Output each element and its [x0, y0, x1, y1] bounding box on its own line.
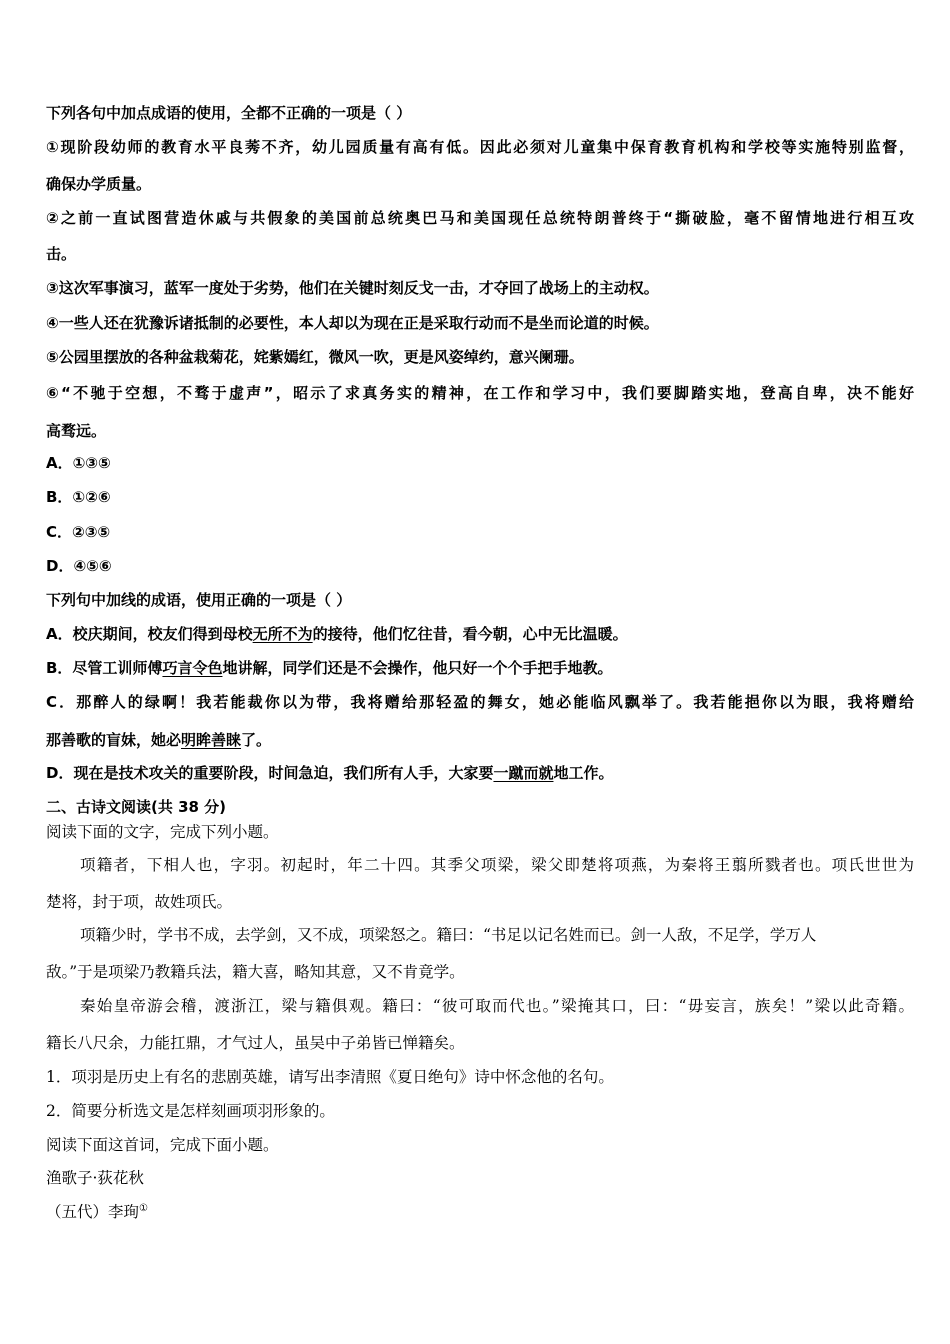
q1-sentence-5: ⑤公园里摆放的各种盆栽菊花，姹紫嫣红，微风一吹，更是风姿绰约，意兴阑珊。 [46, 348, 584, 366]
q2-option-c-cont [46, 730, 914, 750]
q2-option-c: C．那醉人的绿啊！我若能裁你以为带，我将赠给那轻盈的舞女，她必能临风飘举了。我若能挹你以为眼，我将赠给 [46, 693, 914, 711]
q2-option-d-text-end: 地工作。 [553, 764, 614, 782]
sub-question-2: 2．简要分析选文是怎样刻画项羽形象的。 [46, 1102, 335, 1120]
q1-option-c: C．②③⑤ [46, 523, 111, 541]
q1-option-b: B．①②⑥ [46, 488, 111, 506]
q1-sentence-2: ②之前一直试图营造休戚与共假象的美国前总统奥巴马和美国现任总统特朗普终于“撕破脸，毫不留情地进行相互攻 [46, 209, 914, 227]
q1-sentence-3: ③这次军事演习，蓝军一度处于劣势，他们在关键时刻反戈一击，才夺回了战场上的主动权。 [46, 279, 659, 297]
reading-instruction: 阅读下面的文字，完成下列小题。 [46, 823, 279, 841]
q2-option-a [46, 624, 914, 644]
q1-sentence-6: ⑥“不驰于空想，不骛于虚声”，昭示了求真务实的精神，在工作和学习中，我们要脚踏实地，登高自卑，决不能好 [46, 384, 914, 402]
q2-option-c-idiom: 明眸善睐 [181, 731, 242, 749]
q1-sentence-6-cont: 高骛远。 [46, 422, 107, 440]
q2-option-b-text: B．尽管工训师傅 [46, 659, 163, 677]
q2-option-a-text-end: 的接待，他们忆往昔，看今朝，心中无比温暖。 [312, 625, 628, 643]
q2-option-d [46, 763, 914, 783]
q1-stem: 下列各句中加点成语的使用，全都不正确的一项是（ ） [46, 104, 412, 122]
q2-stem: 下列句中加线的成语，使用正确的一项是（ ） [46, 591, 352, 609]
q1-sentence-4: ④一些人还在犹豫诉诸抵制的必要性，本人却以为现在正是采取行动而不是坐而论道的时候。 [46, 314, 659, 332]
q2-option-c-text: 那善歌的盲妹，她必 [46, 731, 182, 749]
q1-sentence-1-cont: 确保办学质量。 [46, 175, 152, 193]
poem-title: 渔歌子·荻花秋 [46, 1169, 144, 1187]
q1-option-d: D．④⑤⑥ [46, 557, 112, 575]
reading-instruction-2: 阅读下面这首词，完成下面小题。 [46, 1136, 279, 1154]
q2-option-b-text-end: 地讲解，同学们还是不会操作，他只好一个个手把手地教。 [222, 659, 613, 677]
passage-paragraph-3-cont: 籍长八尺余，力能扛鼎，才气过人，虽吴中子弟皆已惮籍矣。 [46, 1034, 465, 1052]
passage-paragraph-1-cont: 楚将，封于项，故姓项氏。 [46, 893, 233, 911]
q2-option-a-idiom: 无所不为 [252, 625, 313, 643]
q2-option-d-text: D．现在是技术攻关的重要阶段，时间急迫，我们所有人手，大家要 [46, 764, 494, 782]
footnote-mark: ① [139, 1203, 148, 1214]
q2-option-c-text-end: 了。 [241, 731, 272, 749]
passage-paragraph-2-cont: 敌。”于是项梁乃教籍兵法，籍大喜，略知其意，又不肯竟学。 [46, 963, 465, 981]
poem-author [46, 1199, 914, 1222]
q2-option-d-idiom: 一蹴而就 [493, 764, 554, 782]
q2-option-a-text: A．校庆期间，校友们得到母校 [46, 625, 253, 643]
poem-author-name: （五代）李珣 [46, 1203, 140, 1222]
section-heading: 二、古诗文阅读(共 38 分) [46, 798, 227, 816]
q1-sentence-2-cont: 击。 [46, 245, 77, 263]
q2-option-b [46, 658, 914, 678]
q1-sentence-1: ①现阶段幼师的教育水平良莠不齐，幼儿园质量有高有低。因此必须对儿童集中保育教育机构和学校等实施特别监督， [46, 138, 914, 156]
passage-paragraph-2: 项籍少时，学书不成，去学剑，又不成，项梁怒之。籍曰：“书足以记名姓而已。剑一人敌，不足学，学万人 [80, 926, 817, 944]
passage-paragraph-1: 项籍者，下相人也，字羽。初起时，年二十四。其季父项梁，梁父即楚将项燕，为秦将王翦所戮者也。项氏世世为 [80, 856, 914, 874]
q1-option-a: A．①③⑤ [46, 454, 111, 472]
passage-paragraph-3: 秦始皇帝游会稽，渡浙江，梁与籍俱观。籍曰：“彼可取而代也。”梁掩其口，曰：“毋妄言，族矣！”梁以此奇籍。 [80, 997, 914, 1015]
q2-option-b-idiom: 巧言令色 [162, 659, 223, 677]
sub-question-1: 1．项羽是历史上有名的悲剧英雄，请写出李清照《夏日绝句》诗中怀念他的名句。 [46, 1068, 614, 1086]
